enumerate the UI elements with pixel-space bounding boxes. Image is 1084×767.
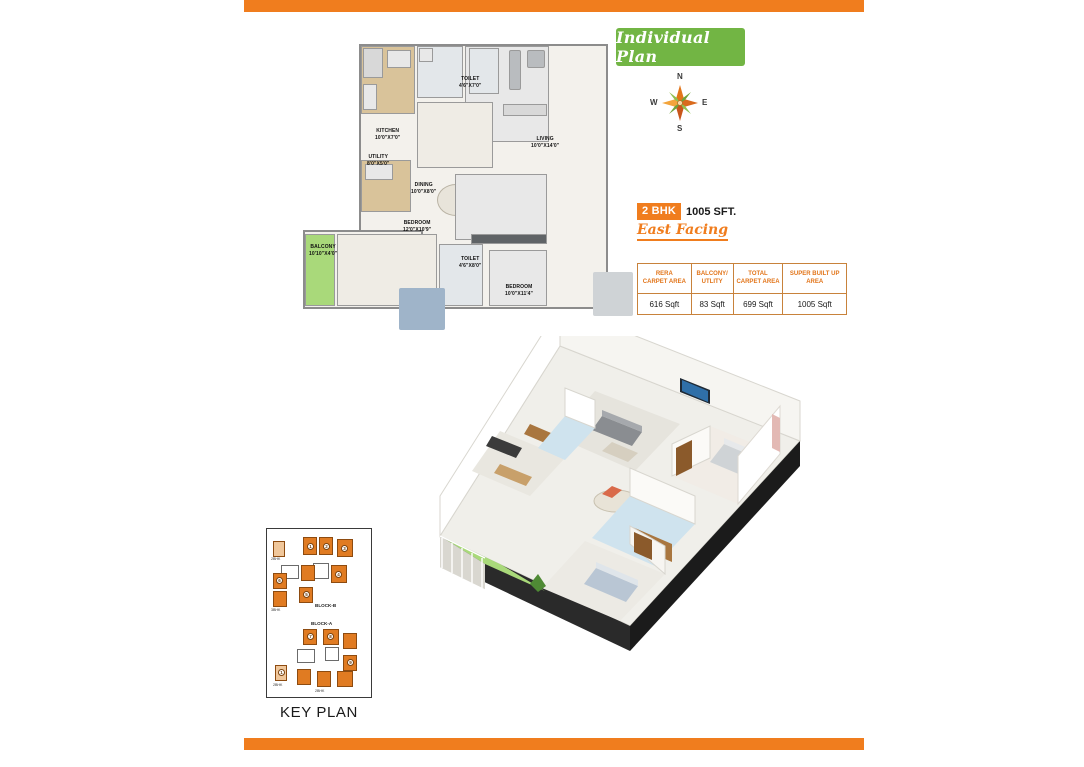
individual-plan-badge (616, 28, 745, 66)
keyplan-unit (273, 541, 285, 557)
keyplan-block-b-label: BLOCK-B (315, 603, 337, 608)
table-row (638, 294, 847, 315)
label-living: LIVING 10'0"X14'0" (531, 136, 560, 149)
value-total-carpet-area: 699 Sqft (733, 294, 783, 315)
toilet-top-fixture (419, 48, 433, 62)
keyplan-unit (343, 633, 357, 649)
compass-label-east: E (702, 98, 708, 107)
individual-plan-label: Individual Plan (616, 28, 711, 66)
bottom-accent-bar (244, 738, 864, 750)
keyplan-unit-number: 3 (341, 545, 348, 552)
label-bedroom-left: BEDROOM 12'0"X10'9" (403, 220, 432, 233)
keyplan-unit-label: 2BHK (271, 557, 281, 561)
block-a-lift-core (325, 647, 339, 661)
block-b-lift-core (313, 563, 329, 579)
header-rera-carpet-area: RERA CARPET AREA (638, 264, 692, 294)
bedroom-right-bed (593, 272, 633, 316)
top-accent-bar (244, 0, 864, 12)
key-plan-diagram (266, 528, 372, 698)
keyplan-unit (337, 671, 353, 687)
keyplan-unit-number: 5 (303, 591, 310, 598)
keyplan-unit-number: 4 (335, 571, 342, 578)
header-total-carpet-area: TOTAL CARPET AREA (733, 264, 783, 294)
label-kitchen: KITCHEN 10'0"X7'0" (375, 128, 401, 141)
keyplan-unit-number: 9 (347, 659, 354, 666)
kitchen-counter (363, 48, 383, 78)
compass-label-south: S (677, 124, 683, 133)
compass-rose (650, 72, 710, 134)
keyplan-unit-number: 1 (307, 543, 314, 550)
keyplan-unit (317, 671, 331, 687)
unit-facing-label: East Facing (637, 222, 728, 241)
unit-type-row (637, 203, 736, 220)
bedroom-left-bed (399, 288, 445, 330)
living-tv-unit (503, 104, 547, 116)
room-toilet-bottom (439, 244, 483, 306)
value-super-built-up-area: 1005 Sqft (783, 294, 847, 315)
label-toilet-bottom: TOILET 4'6"X8'0" (459, 256, 482, 269)
keyplan-unit-label: 2BHK (315, 689, 325, 693)
keyplan-unit-number: 2 (323, 543, 330, 550)
floor-plan-2d (303, 44, 608, 312)
keyplan-unit (297, 669, 311, 685)
kitchen-sink (363, 84, 377, 110)
compass-label-north: N (677, 72, 683, 81)
isometric-3d-render (380, 336, 810, 676)
value-balcony-utility: 83 Sqft (691, 294, 733, 315)
compass-label-west: W (650, 98, 658, 107)
keyplan-unit-label: 3BHK (271, 608, 281, 612)
label-balcony: BALCONY 10'10"X4'0" (309, 244, 338, 257)
plan-passage (455, 174, 547, 240)
unit-sft-label: 1005 SFT. (686, 205, 737, 218)
keyplan-unit-number: 7 (307, 633, 314, 640)
keyplan-unit-number: 1 (278, 669, 285, 676)
label-toilet-top: TOILET 4'6"X7'0" (459, 76, 482, 89)
keyplan-unit-label: 2BHK (273, 683, 283, 687)
keyplan-block-a-label: BLOCK-A (311, 621, 333, 626)
keyplan-unit-number: 6 (276, 577, 283, 584)
passage-console (471, 234, 547, 244)
header-balcony-utility: BALCONY/ UTLITY (691, 264, 733, 294)
label-dining: DINING 10'0"X8'0" (411, 182, 437, 195)
table-header-row (638, 264, 847, 294)
keyplan-unit (301, 565, 315, 581)
living-armchair (527, 50, 545, 68)
living-sofa (509, 50, 521, 90)
room-bedroom-right (489, 250, 547, 306)
label-utility: UTILITY 8'0"X5'0" (367, 154, 390, 167)
block-a-core (297, 649, 315, 663)
room-dining (417, 102, 493, 168)
label-bedroom-right: BEDROOM 10'0"X11'4" (505, 284, 533, 297)
keyplan-unit (273, 591, 287, 607)
keyplan-unit-number: 8 (327, 633, 334, 640)
kitchen-cabinet (387, 50, 411, 68)
header-super-built-up-area: SUPER BUILT UP AREA (783, 264, 847, 294)
value-rera-carpet-area: 616 Sqft (638, 294, 692, 315)
unit-type-tag: 2 BHK (637, 203, 681, 220)
area-table (637, 263, 847, 315)
isometric-3d-view (380, 336, 810, 676)
key-plan-title: KEY PLAN (280, 704, 358, 721)
